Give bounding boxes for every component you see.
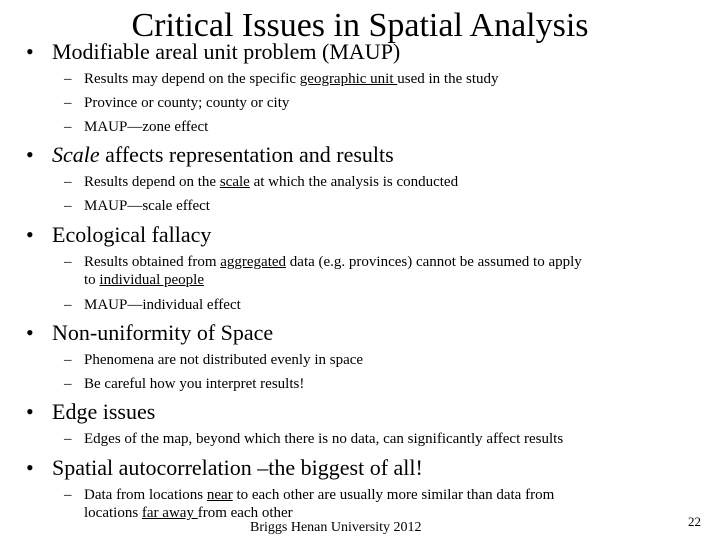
sub-bullet: – MAUP—zone effect [64,119,209,135]
sub-bullet-continuation: to individual people [84,272,204,288]
dash-marker: – [64,254,72,270]
sub-bullet: – Province or county; county or city [64,95,290,111]
sub-bullet: – Edges of the map, beyond which there is no data, can significantly affect results [64,431,564,447]
dash-marker: – [64,376,72,392]
underlined-term: near [206,487,233,503]
sub-bullet: – MAUP—individual effect [64,297,241,313]
bullet-marker: • [26,455,34,480]
bullet-scale: • Scale affects representation and results [26,142,394,167]
sub-bullet: – Results obtained from aggregated data (e.g. provinces) cannot be assumed to apply [64,254,582,270]
bullet-non-uniformity: • Non-uniformity of Space [26,320,274,345]
sub-bullet-continuation: locations far away from each other [84,505,293,521]
dash-marker: – [64,174,72,190]
underlined-term: far away [141,505,198,521]
dash-marker: – [64,487,72,503]
underlined-term: scale [219,174,250,190]
sub-bullet: – MAUP—scale effect [64,198,210,214]
bullet-ecological-fallacy: • Ecological fallacy [26,222,212,247]
sub-bullet: – Be careful how you interpret results! [64,376,305,392]
bullet-marker: • [26,39,34,64]
dash-marker: – [64,352,72,368]
bullet-marker: • [26,222,34,247]
bullet-marker: • [26,320,34,345]
footer-credit: Briggs Henan University 2012 [250,520,422,535]
dash-marker: – [64,95,72,111]
bullet-edge-issues: • Edge issues [26,399,156,424]
dash-marker: – [64,119,72,135]
dash-marker: – [64,71,72,87]
slide-title: Critical Issues in Spatial Analysis [131,7,589,44]
emphasized-term: Scale [52,142,100,167]
underlined-term: aggregated [220,254,287,270]
sub-bullet: – Data from locations near to each other are usually more similar than data from [64,487,555,503]
bullet-spatial-autocorrelation: • Spatial autocorrelation –the biggest of all! [26,455,423,480]
sub-bullet: – Phenomena are not distributed evenly in space [64,352,364,368]
underlined-term: geographic unit [299,71,398,87]
dash-marker: – [64,297,72,313]
bullet-text: Modifiable areal unit problem (MAUP) [52,39,401,64]
page-number: 22 [688,514,701,529]
dash-marker: – [64,198,72,214]
bullet-maup [26,39,400,65]
sub-bullet: – Results depend on the scale at which the analysis is conducted [64,174,459,190]
dash-marker: – [64,431,72,447]
bullet-marker: • [26,142,34,167]
sub-bullet: – Results may depend on the specific geographic unit used in the study [64,71,499,87]
bullet-marker: • [26,399,34,424]
underlined-term: individual people [99,272,204,288]
